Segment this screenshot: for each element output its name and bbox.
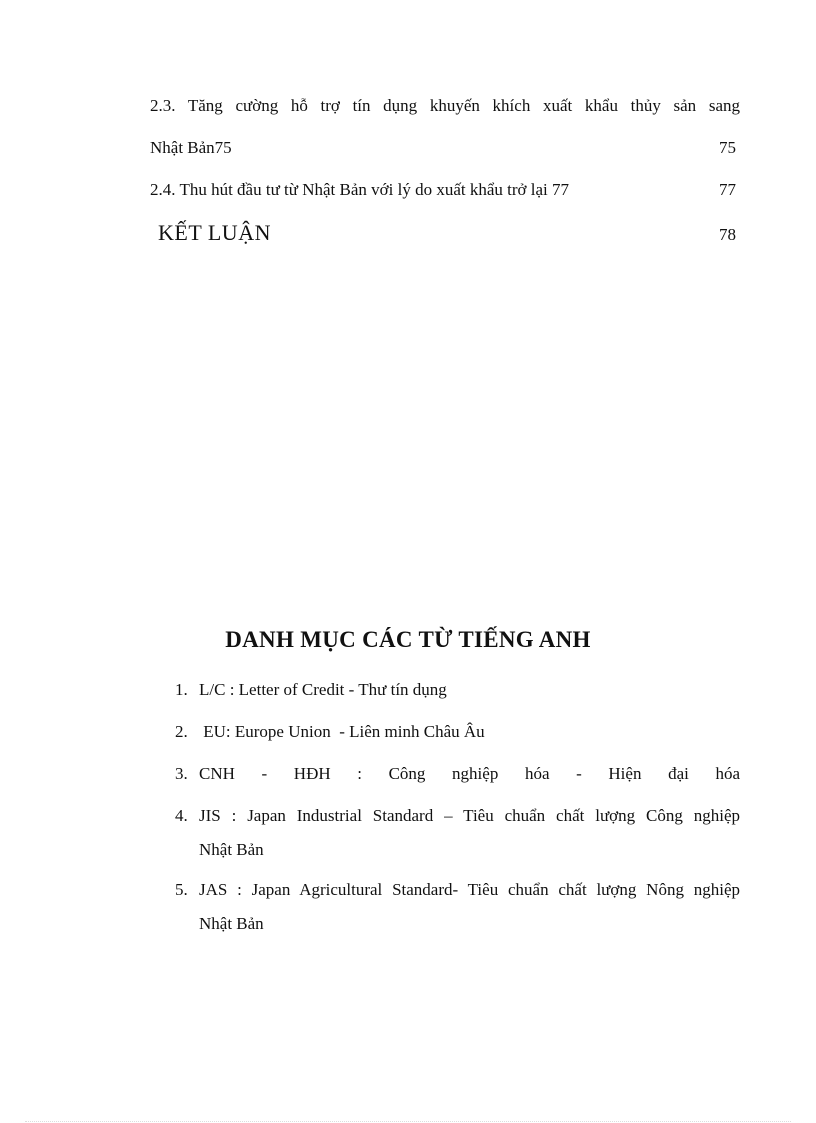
toc-entry-text: 2.3. Tăng cường hỗ trợ tín dụng khuyến khích xuất khẩu thủy sản sang (150, 96, 740, 115)
list-item-number: 2. (175, 722, 188, 741)
list-item-number: 5. (175, 880, 188, 899)
list-item-text: L/C : Letter of Credit - Thư tín dụng (199, 680, 447, 699)
toc-page-number: 77 (719, 180, 736, 199)
conclusion-heading: KẾT LUẬN (158, 220, 271, 245)
toc-entry-text: 2.4. Thu hút đầu tư từ Nhật Bản với lý do xuất khẩu trở lại 77 (150, 180, 570, 199)
list-item-text: JAS : Japan Agricultural Standard- Tiêu chuẩn chất lượng Nông nghiệp (199, 880, 740, 899)
abbreviation-list-title: DANH MỤC CÁC TỪ TIẾNG ANH (225, 627, 591, 652)
toc-page-number: 75 (719, 138, 736, 157)
toc-entry-2-3-cont[interactable] (150, 138, 740, 158)
list-item-text: CNH - HĐH : Công nghiệp hóa - Hiện đại hóa (199, 764, 740, 783)
list-item (175, 873, 740, 941)
list-item-text-cont: Nhật Bản (199, 914, 264, 933)
list-item (175, 673, 740, 707)
toc-entry-2-4[interactable] (150, 180, 740, 200)
list-item (175, 757, 740, 791)
list-item-number: 1. (175, 680, 188, 699)
toc-entry-conclusion[interactable] (158, 220, 740, 246)
toc-entry-2-3[interactable] (150, 96, 740, 116)
list-item (175, 715, 740, 749)
list-item-text-cont: Nhật Bản (199, 840, 264, 859)
page-bottom-divider (25, 1121, 791, 1122)
list-item-number: 3. (175, 764, 188, 783)
list-item (175, 799, 740, 867)
toc-entry-text: Nhật Bản75 (150, 138, 232, 157)
toc-page-number: 78 (719, 225, 736, 244)
list-item-text: JIS : Japan Industrial Standard – Tiêu chuẩn chất lượng Công nghiệp (199, 806, 740, 825)
list-item-number: 4. (175, 806, 188, 825)
list-item-text: EU: Europe Union - Liên minh Châu Âu (199, 722, 485, 741)
